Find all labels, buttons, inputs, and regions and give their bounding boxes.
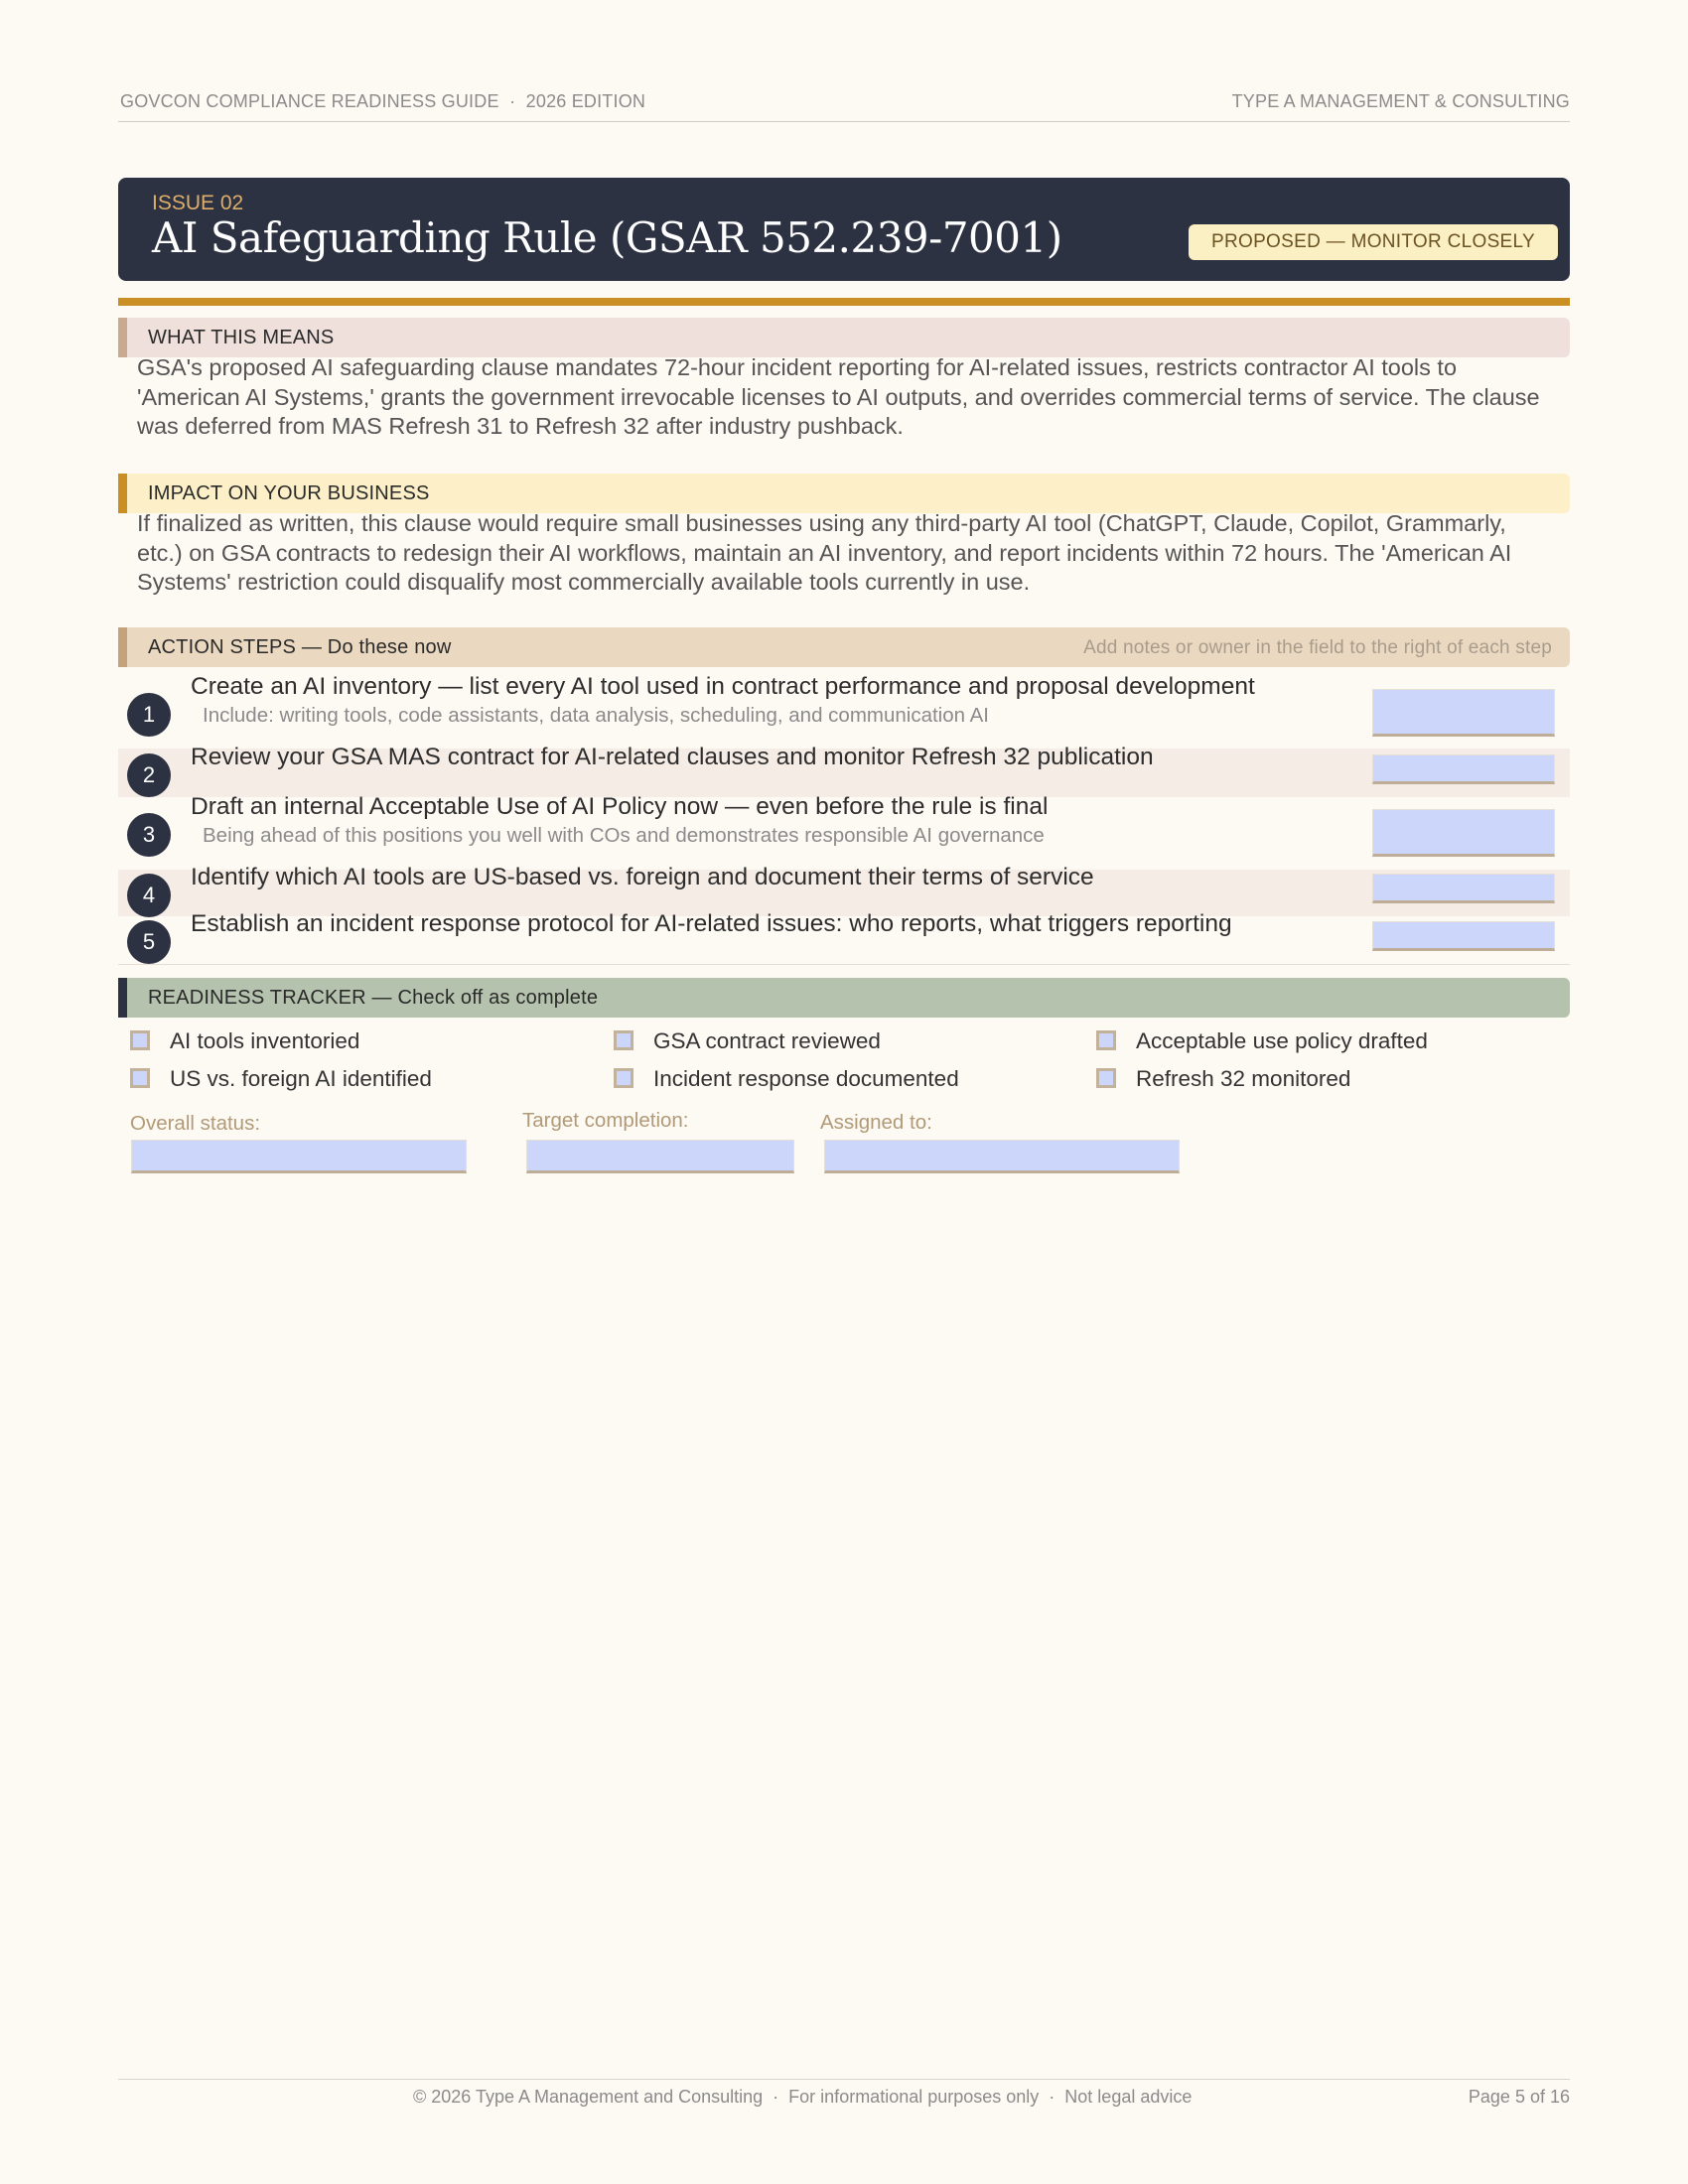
- section-heading: WHAT THIS MEANS: [148, 327, 335, 348]
- section-heading: IMPACT ON YOUR BUSINESS: [148, 482, 430, 504]
- section-accent: [118, 474, 127, 513]
- step-text: Review your GSA MAS contract for AI-related clauses and monitor Refresh 32 publication: [191, 744, 1154, 770]
- step-note-field[interactable]: [1372, 809, 1555, 857]
- checkbox-label: Refresh 32 monitored: [1136, 1066, 1351, 1091]
- checkbox[interactable]: [130, 1030, 150, 1050]
- overall-status-field[interactable]: [131, 1140, 467, 1173]
- assigned-to-field[interactable]: [824, 1140, 1180, 1173]
- footer-disclaimer: © 2026 Type A Management and Consulting · For informational purposes only · Not legal advice: [413, 2087, 1193, 2107]
- company-name: TYPE A MANAGEMENT & CONSULTING: [1231, 91, 1570, 111]
- step-number: 1: [127, 693, 171, 737]
- step-text: Identify which AI tools are US-based vs. foreign and document their terms of service: [191, 864, 1094, 890]
- checkbox-label: AI tools inventoried: [170, 1028, 360, 1053]
- checkbox[interactable]: [130, 1068, 150, 1088]
- checkbox[interactable]: [614, 1068, 633, 1088]
- section-accent: [118, 627, 127, 667]
- step-subtext: Include: writing tools, code assistants, data analysis, scheduling, and communication AI: [203, 704, 989, 727]
- footer-divider: [118, 2079, 1570, 2080]
- action-step-4: [118, 864, 1570, 916]
- page-header: [118, 91, 1570, 122]
- action-step-5: [118, 910, 1570, 964]
- section-accent: [118, 978, 127, 1018]
- step-number: 5: [127, 920, 171, 964]
- section-accent: [118, 318, 127, 357]
- impact-header: [118, 474, 1570, 513]
- checkbox[interactable]: [614, 1030, 633, 1050]
- section-hint: Add notes or owner in the field to the right of each step: [1083, 637, 1552, 658]
- overall-status-label: Overall status:: [130, 1112, 261, 1135]
- step-text: Draft an internal Acceptable Use of AI Policy now — even before the rule is final: [191, 793, 1049, 820]
- step-number: 4: [127, 874, 171, 917]
- checkbox[interactable]: [1096, 1068, 1116, 1088]
- step-number: 3: [127, 813, 171, 857]
- page-number: Page 5 of 16: [1468, 2087, 1570, 2107]
- step-note-field[interactable]: [1372, 874, 1555, 903]
- step-text: Create an AI inventory — list every AI tool used in contract performance and proposal development: [191, 673, 1255, 700]
- gold-divider: [118, 298, 1570, 306]
- target-completion-label: Target completion:: [522, 1109, 689, 1132]
- issue-banner: [118, 178, 1570, 281]
- action-step-2: [118, 744, 1570, 797]
- checkbox[interactable]: [1096, 1030, 1116, 1050]
- readiness-tracker-header: [118, 978, 1570, 1018]
- guide-title: GOVCON COMPLIANCE READINESS GUIDE · 2026 EDITION: [120, 91, 646, 111]
- checkbox-label: Acceptable use policy drafted: [1136, 1028, 1428, 1053]
- step-note-field[interactable]: [1372, 921, 1555, 951]
- section-heading: ACTION STEPS — Do these now: [148, 636, 452, 658]
- action-step-3: [118, 793, 1570, 870]
- action-step-1: [118, 671, 1570, 749]
- status-badge: PROPOSED — MONITOR CLOSELY: [1189, 224, 1558, 260]
- section-heading: READINESS TRACKER — Check off as complete: [148, 987, 599, 1009]
- impact-text: If finalized as written, this clause would require small businesses using any third-party AI tool (ChatGPT, Claude, Copilot, Grammarly, etc.) on GSA contracts to redesign their AI workflows, maintain an AI inventory, and report incidents within 72 hours. The 'American AI Systems' restriction could disqualify most commercially available tools currently in use.: [137, 510, 1512, 595]
- page-title: AI Safeguarding Rule (GSAR 552.239-7001): [152, 213, 1062, 262]
- checkbox-label: Incident response documented: [653, 1066, 959, 1091]
- steps-divider: [118, 964, 1570, 965]
- step-note-field[interactable]: [1372, 689, 1555, 737]
- assigned-to-label: Assigned to:: [820, 1111, 932, 1134]
- what-this-means-text: GSA's proposed AI safeguarding clause mandates 72-hour incident reporting for AI-related issues, restricts contractor AI tools to 'American AI Systems,' grants the government irrevocable licenses to AI outputs, and overrides commercial terms of service. The clause was deferred from MAS Refresh 31 to Refresh 32 after industry pushback.: [137, 354, 1540, 439]
- checkbox-label: US vs. foreign AI identified: [170, 1066, 432, 1091]
- action-steps-header: [118, 627, 1570, 667]
- step-note-field[interactable]: [1372, 754, 1555, 784]
- checkbox-label: GSA contract reviewed: [653, 1028, 881, 1053]
- step-text: Establish an incident response protocol for AI-related issues: who reports, what triggers reporting: [191, 910, 1232, 937]
- step-number: 2: [127, 753, 171, 797]
- what-this-means-header: [118, 318, 1570, 357]
- issue-number: ISSUE 02: [152, 192, 244, 214]
- target-completion-field[interactable]: [526, 1140, 794, 1173]
- step-subtext: Being ahead of this positions you well with COs and demonstrates responsible AI governance: [203, 824, 1045, 847]
